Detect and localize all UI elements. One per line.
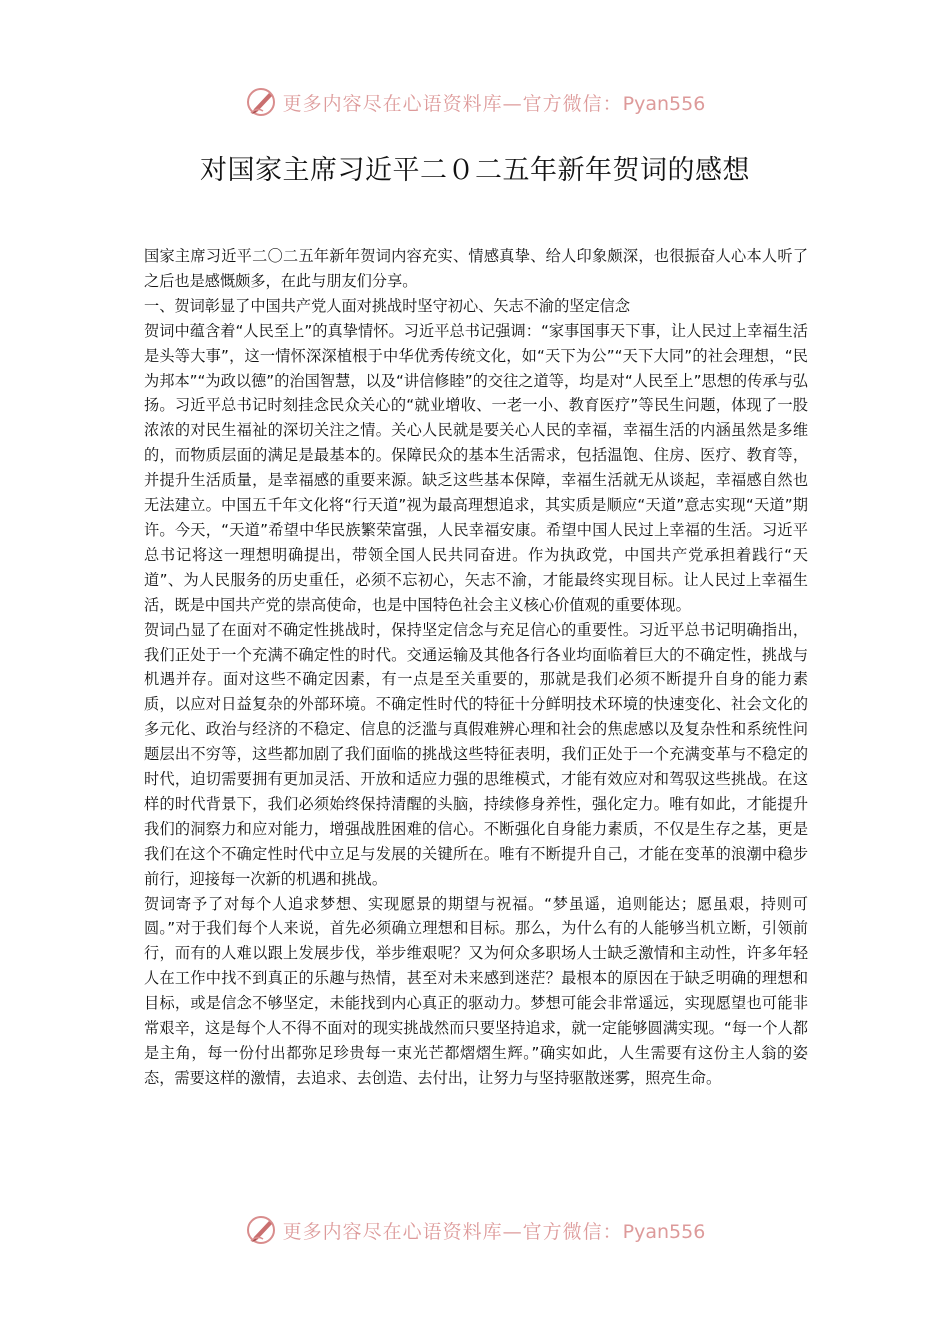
watermark-handle: Pyan556 <box>622 92 706 115</box>
page-title: 对国家主席习近平二０二五年新年贺词的感想 <box>200 155 750 186</box>
body-paragraph: 贺词中蕴含着“人民至上”的真挚情怀。习近平总书记强调：“家事国事天下事，让人民过上幸福生活是头等大事”，这一情怀深深植根于中华优秀传统文化，如“天下为公”“天下大同”的社会理想，“民为邦本”“为政以德”的治国智慧，以及“讲信修睦”的交往之道等，均是对“人民至上”思想的传承与弘扬。习近平总书记时刻挂念民众关心的“就业增收、一老一小、教育医疗”等民生问题，体现了一股浓浓的对民生福祉的深切关注之情。关心人民就是要关心人民的幸福，幸福生活的内涵虽然是多维的，而物质层面的满足是最基本的。保障民众的基本生活需求，包括温饱、住房、医疗、教育等，并提升生活质量，是幸福感的重要来源。缺乏这些基本保障，幸福生活就无从谈起，幸福感自然也无法建立。中国五千年文化将“行天道”视为最高理想追求，其实质是顺应“天道”意志实现“天道”期许。今天，“天道”希望中华民族繁荣富强，人民幸福安康。希望中国人民过上幸福的生活。习近平总书记将这一理想明确提出，带领全国人民共同奋进。作为执政党，中国共产党承担着践行“天道”、为人民服务的历史重任，必须不忘初心，矢志不渝，才能最终实现目标。让人民过上幸福生活，既是中国共产党的崇高使命，也是中国特色社会主义核心价值观的重要体现。 <box>144 321 808 614</box>
watermark-text: 更多内容尽在心语资料库—官方微信：Pyan556 <box>282 92 706 115</box>
pen-logo-icon <box>245 85 279 119</box>
footer-watermark <box>0 1210 950 1250</box>
pen-logo-icon <box>245 1213 279 1247</box>
body-paragraph: 贺词凸显了在面对不确定性挑战时，保持坚定信念与充足信心的重要性。习近平总书记明确指出，我们正处于一个充满不确定性的时代。交通运输及其他各行各业均面临着巨大的不确定性，挑战与机遇并存。面对这些不确定因素，有一点是至关重要的，那就是我们必须不断提升自身的能力素质，以应对日益复杂的外部环境。不确定性时代的特征十分鲜明技术环境的快速变化、社会文化的多元化、政治与经济的不稳定、信息的泛滥与真假难辨心理和社会的焦虑感以及复杂性和系统性问题层出不穷等，这些都加剧了我们面临的挑战这些特征表明，我们正处于一个充满变革与不稳定的时代，迫切需要拥有更加灵活、开放和适应力强的思维模式，才能有效应对和驾驭这些挑战。在这样的时代背景下，我们必须始终保持清醒的头脑，持续修身养性，强化定力。唯有如此，才能提升我们的洞察力和应对能力，增强战胜困难的信心。不断强化自身能力素质，不仅是生存之基，更是我们在这个不确定性时代中立足与发展的关键所在。唯有不断提升自己，才能在变革的浪潮中稳步前行，迎接每一次新的机遇和挑战。 <box>144 620 808 888</box>
body-paragraph: 贺词寄予了对每个人追求梦想、实现愿景的期望与祝福。“梦虽遥，追则能达；愿虽艰，持则可圆。”对于我们每个人来说，首先必须确立理想和目标。那么，为什么有的人能够当机立断，引领前行，而有的人难以跟上发展步伐，举步维艰呢？又为何众多职场人士缺乏激情和主动性，许多年轻人在工作中找不到真正的乐趣与热情，甚至对未来感到迷茫？最根本的原因在于缺乏明确的理想和目标，或是信念不够坚定，未能找到内心真正的驱动力。梦想可能会非常遥远，实现愿望也可能非常艰辛，这是每个人不得不面对的现实挑战然而只要坚持追求，就一定能够圆满实现。“每一个人都是主角，每一份付出都弥足珍贵每一束光芒都熠熠生辉。”确实如此，人生需要有这份主人翁的姿态，需要这样的激情，去追求、去创造、去付出，让努力与坚持驱散迷雾，照亮生命。 <box>144 894 808 1087</box>
intro-paragraph: 国家主席习近平二〇二五年新年贺词内容充实、情感真挚、给人印象颇深，也很振奋人心本人听了之后也是感慨颇多，在此与朋友们分享。 <box>144 247 808 290</box>
watermark-handle: Pyan556 <box>622 1220 706 1243</box>
document-body <box>144 244 808 1091</box>
watermark-text: 更多内容尽在心语资料库—官方微信：Pyan556 <box>282 1220 706 1243</box>
header-watermark <box>0 82 950 122</box>
section-heading: 一、贺词彰显了中国共产党人面对挑战时坚守初心、矢志不渝的坚定信念 <box>144 296 630 315</box>
